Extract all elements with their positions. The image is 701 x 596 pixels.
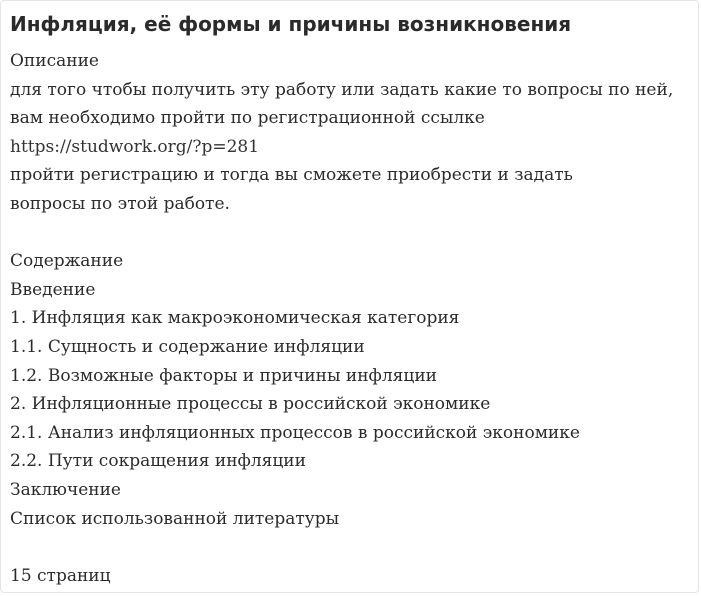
contents-item: 2.1. Анализ инфляционных процессов в российской экономике (10, 422, 580, 443)
page-title: Инфляция, её формы и причины возникновения (10, 12, 572, 36)
contents-item: Список использованной литературы (10, 508, 340, 529)
contents-heading: Содержание (10, 251, 124, 272)
registration-link[interactable]: https://studwork.org/?p=281 (10, 136, 260, 157)
spacer (10, 533, 694, 562)
work-description (10, 47, 694, 590)
contents-item: 1. Инфляция как макроэкономическая категория (10, 308, 460, 329)
contents-item: 1.1. Сущность и содержание инфляции (10, 336, 365, 357)
contents-item: 1.2. Возможные факторы и причины инфляции (10, 365, 437, 386)
description-heading: Описание (10, 51, 99, 71)
contents-item: Введение (10, 279, 96, 300)
contents-item: Заключение (10, 479, 121, 500)
contents-item: 2.2. Пути сокращения инфляции (10, 451, 306, 472)
description-outro: пройти регистрацию и тогда вы сможете приобрести и задать вопросы по этой работе. (10, 165, 573, 214)
contents-item: 2. Инфляционные процессы в российской экономике (10, 394, 491, 415)
description-intro: для того чтобы получить эту работу или задать какие то вопросы по ней, вам необходимо пройти по регистрационной ссылке (10, 79, 674, 129)
page-count: 15 страниц (10, 565, 111, 586)
spacer (10, 219, 694, 248)
